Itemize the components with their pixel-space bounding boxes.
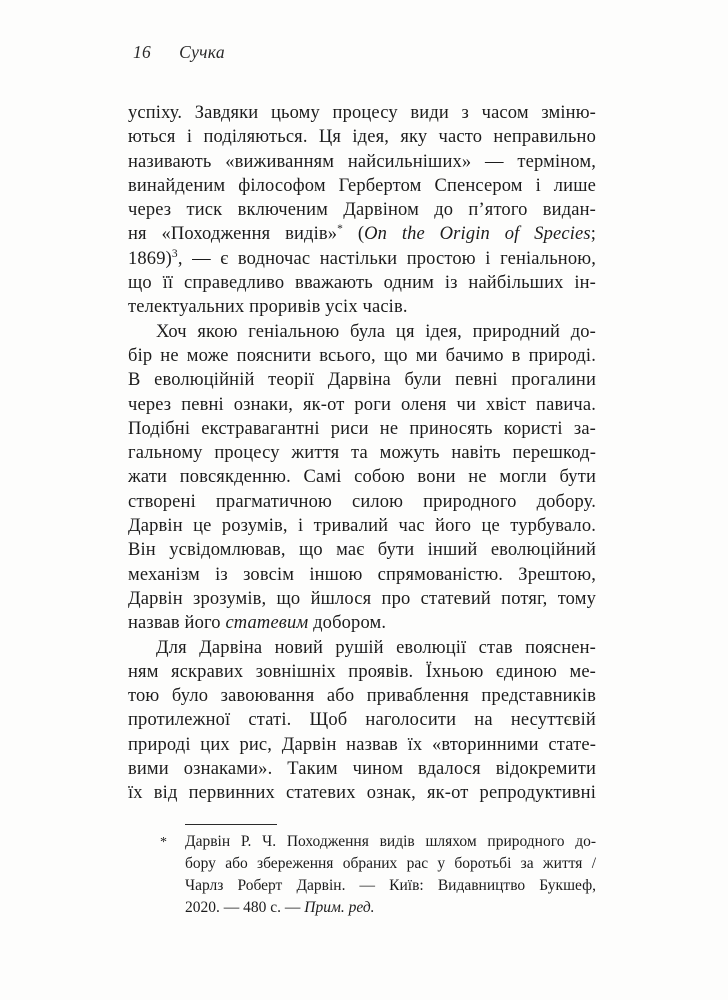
text-segment: ням яскравих зовнішніх проявів. Їхньою єдиною ме- <box>128 661 596 682</box>
running-head: Сучка <box>179 42 225 62</box>
text-segment: через тиск включеним Дарвіном до п’ятого видан- <box>128 200 596 221</box>
text-line <box>128 538 596 562</box>
footnote-body <box>160 831 596 919</box>
text-line <box>128 684 596 708</box>
text-line <box>185 853 596 875</box>
text-segment: тою було завоювання або приваблення представників <box>128 686 596 707</box>
text-segment: 2020. — 480 с. — <box>185 899 305 916</box>
text-line <box>185 897 596 919</box>
text-segment: Дарвін зрозумів, що йшлося про статевий потяг, тому <box>128 588 596 609</box>
text-segment: Хоч якою геніальною була ця ідея, природний до- <box>156 321 596 342</box>
text-line <box>128 611 596 635</box>
text-line <box>128 636 596 660</box>
text-segment: бору або збереження обраних рас у боротьбі за життя / <box>185 855 596 872</box>
paragraph <box>128 636 596 806</box>
text-segment: ються і поділяються. Ця ідея, яку часто неправильно <box>128 127 596 148</box>
text-line <box>128 733 596 757</box>
text-segment: природі цих рис, Дарвін назвав їх «вторинними стате- <box>128 734 596 755</box>
text-line <box>185 831 596 853</box>
text-line <box>128 514 596 538</box>
text-segment: 1869) <box>128 248 172 269</box>
body-text <box>128 101 596 806</box>
text-segment: ; <box>590 224 596 245</box>
footnote <box>128 824 596 919</box>
text-segment: успіху. Завдяки цьому процесу види з часом зміню- <box>128 103 596 123</box>
text-line <box>128 563 596 587</box>
text-line <box>128 198 596 222</box>
text-segment: їх від первинних статевих ознак, як-от репродуктивні <box>128 783 596 804</box>
text-segment: Чарлз Роберт Дарвін. — Київ: Видавництво Букшеф, <box>185 877 596 894</box>
text-line <box>185 875 596 897</box>
text-segment: добором. <box>308 613 387 634</box>
text-segment: телектуальних проривів усіх часів. <box>128 297 408 318</box>
footnote-rule <box>185 824 277 825</box>
text-segment: створені прагматичною силою природного добору. <box>128 491 596 512</box>
paragraph <box>128 101 596 320</box>
text-segment: ( <box>343 224 365 245</box>
text-segment: , — є водночас настільки простою і геніальною, <box>177 248 596 269</box>
text-line <box>128 271 596 295</box>
text-line <box>128 368 596 392</box>
footnote-lines <box>185 831 596 919</box>
text-line <box>128 587 596 611</box>
text-line <box>128 344 596 368</box>
footnote-ref: * <box>337 223 344 236</box>
text-line <box>128 441 596 465</box>
text-segment: назвав його <box>128 613 226 634</box>
text-segment: механізм із зовсім іншою спрямованістю. Зрештою, <box>128 564 596 585</box>
text-line <box>128 174 596 198</box>
text-line <box>128 490 596 514</box>
text-segment: ня «Походження видів» <box>128 224 338 245</box>
italic-text: On the Origin of Species <box>364 224 591 245</box>
page-number: 16 <box>133 42 152 62</box>
text-segment: Подібні екстравагантні риси не приносять користі за- <box>128 418 596 439</box>
text-line <box>128 660 596 684</box>
footnote-marker: * <box>160 835 167 850</box>
text-segment: Він усвідомлював, що має бути інший еволюційний <box>128 540 596 561</box>
text-segment: гальному процесу життя та можуть навіть перешкод- <box>128 443 596 464</box>
text-segment: Дарвін це розумів, і тривалий час його це турбувало. <box>128 516 596 537</box>
text-line <box>128 222 596 246</box>
text-line <box>128 781 596 805</box>
text-segment: через певні ознаки, як-от роги оленя чи хвіст павича. <box>128 394 596 415</box>
page-header <box>133 42 225 63</box>
text-segment: винайденим філософом Гербертом Спенсером і лише <box>128 175 596 196</box>
text-segment: жати повсякденню. Самі собою вони не могли бути <box>128 467 596 488</box>
paragraph <box>128 320 596 636</box>
text-line <box>128 393 596 417</box>
text-segment: Дарвін Р. Ч. Походження видів шляхом природного до- <box>185 833 596 850</box>
text-line <box>128 708 596 732</box>
text-segment: В еволюційній теорії Дарвіна були певні прогалини <box>128 370 596 391</box>
text-segment: бір не може пояснити всього, що ми бачимо в природі. <box>128 345 596 366</box>
text-segment: Для Дарвіна новий рушій еволюції став пояснен- <box>156 637 596 658</box>
text-segment: що її справедливо вважають одним із найбільших ін- <box>128 273 596 294</box>
text-segment: протилежної статі. Щоб наголосити на несуттєвій <box>128 710 596 731</box>
text-line <box>128 465 596 489</box>
text-line <box>128 125 596 149</box>
text-line <box>128 320 596 344</box>
italic-text: статевим <box>225 613 309 634</box>
text-segment: вими ознаками». Таким чином вдалося відокремити <box>128 759 596 780</box>
text-line <box>128 295 596 319</box>
text-line <box>128 417 596 441</box>
text-line <box>128 757 596 781</box>
text-segment: називають «виживанням найсильніших» — терміном, <box>128 151 596 172</box>
italic-text: Прим. ред. <box>304 899 375 916</box>
footnote-ref: 3 <box>171 247 178 260</box>
text-line <box>128 150 596 174</box>
text-line <box>128 101 596 125</box>
text-line <box>128 247 596 271</box>
